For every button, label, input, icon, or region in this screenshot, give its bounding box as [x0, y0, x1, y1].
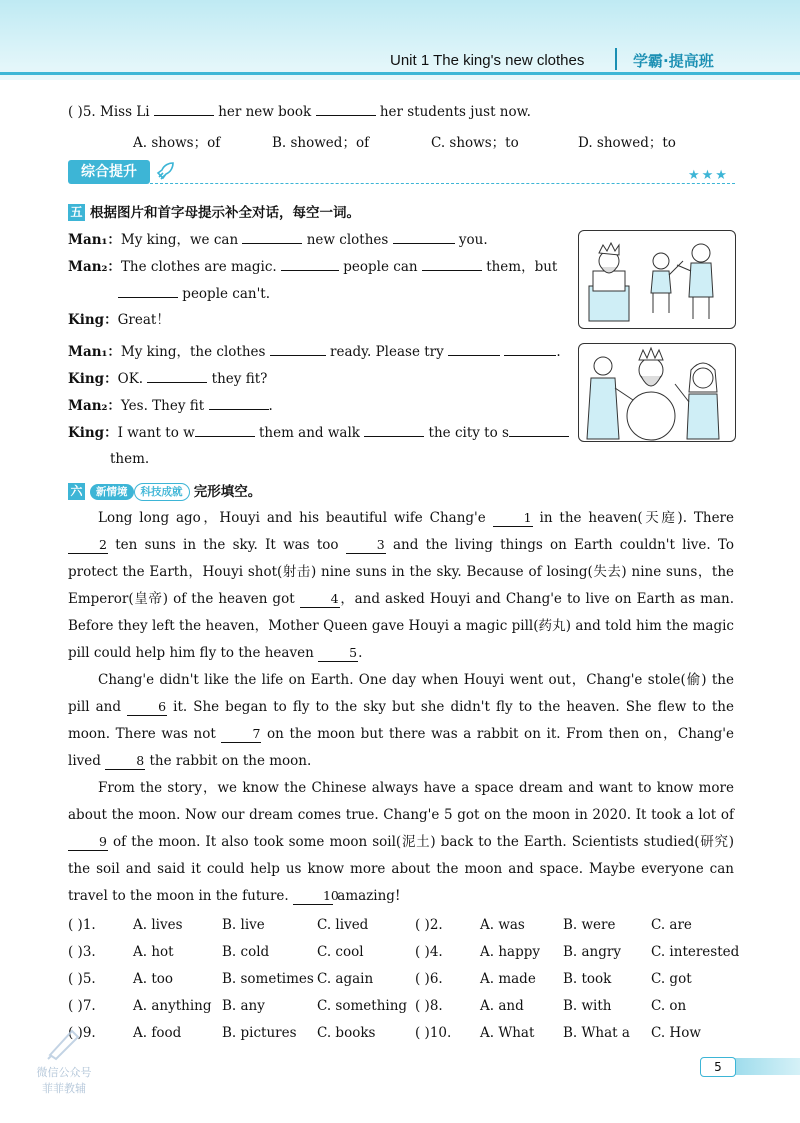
answer-blank[interactable]	[448, 341, 500, 356]
speaker-label: King：	[68, 371, 118, 387]
choice-option-a[interactable]: A. food	[133, 1025, 182, 1041]
q5-option-b[interactable]: B. showed；of	[272, 135, 370, 151]
choice-option-c[interactable]: C. cool	[317, 944, 364, 960]
section-banner: 综合提升	[68, 160, 150, 184]
passage-paragraph-1	[68, 505, 734, 667]
speaker-label: Man₁：	[68, 232, 121, 248]
dialogue-text: The clothes are magic.	[120, 259, 277, 275]
choice-option-b[interactable]: B. live	[222, 917, 265, 933]
q5-text-a: Miss Li	[100, 104, 150, 120]
choice-option-b[interactable]: B. What a	[563, 1025, 630, 1041]
choice-option-c[interactable]: C. again	[317, 971, 374, 987]
cloze-blank-3[interactable]: 3	[346, 537, 386, 554]
cloze-blank-8[interactable]: 8	[105, 753, 145, 770]
illustration-king-new-clothes	[578, 343, 736, 442]
dialogue-line-1	[68, 229, 488, 250]
passage-text: on the moon but there was a rabbit on it. From then on，Chang'e lived	[68, 726, 734, 769]
choice-option-a[interactable]: A. and	[480, 998, 524, 1014]
dialogue-text: people can	[343, 259, 418, 275]
answer-blank[interactable]	[422, 256, 482, 271]
part6-instruction: 完形填空。	[193, 484, 262, 500]
choice-number[interactable]: ( )10.	[415, 1025, 452, 1041]
passage-text: ten suns in the sky. It was too	[115, 537, 339, 553]
q5-option-c[interactable]: C. shows；to	[431, 135, 519, 151]
brand-logo	[615, 48, 800, 74]
answer-blank[interactable]	[509, 422, 569, 437]
passage-text: .	[358, 645, 363, 661]
choice-option-a[interactable]: A. hot	[133, 944, 174, 960]
choice-number[interactable]: ( )1.	[68, 917, 96, 933]
cloze-blank-7[interactable]: 7	[221, 726, 261, 743]
choice-option-a[interactable]: A. What	[480, 1025, 535, 1041]
q5-blank-1[interactable]	[154, 101, 214, 116]
dialogue-text: .	[268, 398, 273, 414]
new-context-tag: 新情境	[90, 484, 134, 500]
choice-option-a[interactable]: A. too	[133, 971, 174, 987]
dialogue-text: them，but	[486, 259, 558, 275]
part5-number: 五	[68, 204, 85, 221]
dialogue-line-5	[68, 341, 561, 362]
dialogue-text: .	[556, 344, 561, 360]
choice-option-b[interactable]: B. any	[222, 998, 265, 1014]
cloze-blank-9[interactable]: 9	[68, 834, 108, 851]
passage-text: amazing!	[337, 888, 401, 904]
dialogue-text: the city to s	[428, 425, 509, 441]
answer-blank[interactable]	[281, 256, 339, 271]
choice-option-c[interactable]: C. interested	[651, 944, 740, 960]
part5-heading	[68, 203, 360, 223]
dialogue-text: them and walk	[258, 425, 360, 441]
passage-text: of the moon. It also took some moon soil(泥土) back to the Earth. Scientists studied(研究) the soil and said it could help us know more about the moon and space. Maybe everyone can travel to the moon in the future.	[68, 834, 734, 904]
choice-option-c[interactable]: C. books	[317, 1025, 376, 1041]
dialogue-line-6	[68, 368, 267, 389]
q5-text-b: her new book	[218, 104, 312, 120]
passage-text: From the story，we know the Chinese always have a space dream and want to know more about the moon. Now our dream comes true. Chang'e 5 got on the moon in 2020. It took a lot of	[68, 780, 734, 823]
q5-option-a[interactable]: A. shows；of	[133, 135, 221, 151]
choice-option-b[interactable]: B. pictures	[222, 1025, 297, 1041]
dialogue-text: OK.	[117, 371, 144, 387]
cloze-blank-5[interactable]: 5	[318, 645, 358, 662]
cloze-blank-1[interactable]: 1	[493, 510, 533, 527]
speaker-label: Man₂：	[68, 259, 121, 275]
cloze-blank-2[interactable]: 2	[68, 537, 108, 554]
choice-option-c[interactable]: C. got	[651, 971, 692, 987]
watermark-line-2: 菲菲教辅	[42, 1082, 86, 1095]
dialogue-text: they fit?	[211, 371, 268, 387]
brand-text: 学霸·提高班	[633, 52, 714, 70]
section-divider	[150, 183, 735, 184]
answer-blank[interactable]	[393, 229, 455, 244]
passage-text: Long long ago，Houyi and his beautiful wife Chang'e	[98, 510, 486, 526]
choice-option-a[interactable]: A. lives	[133, 917, 183, 933]
page-number: 5	[700, 1057, 736, 1077]
watermark	[20, 1025, 108, 1105]
dialogue-text: people can't.	[182, 286, 271, 302]
choice-number[interactable]: ( )7.	[68, 998, 96, 1014]
watermark-line-1: 微信公众号	[36, 1066, 92, 1079]
speaker-label: Man₂：	[68, 398, 121, 414]
tech-achievement-tag: 科技成就	[134, 483, 190, 501]
passage-text: the rabbit on the moon.	[149, 753, 312, 769]
difficulty-stars: ★★★	[688, 168, 729, 183]
choice-option-c[interactable]: C. are	[651, 917, 692, 933]
dialogue-line-8	[68, 422, 569, 443]
passage-text: Chang'e didn't like the life on Earth. One day when Houyi went out，Chang'e stole(偷) the pill and	[68, 672, 734, 715]
choice-number[interactable]: ( )5.	[68, 971, 96, 987]
dialogue-text: ready. Please try	[330, 344, 444, 360]
choice-option-b[interactable]: B. cold	[222, 944, 270, 960]
dialogue-text: Yes. They fit	[120, 398, 205, 414]
passage-paragraph-2	[68, 667, 734, 775]
dialogue-text: Great！	[117, 312, 170, 328]
q5-text-c: her students just now.	[379, 104, 531, 120]
choice-option-a[interactable]: A. was	[480, 917, 525, 933]
choice-option-c[interactable]: C. lived	[317, 917, 369, 933]
q5-blank-2[interactable]	[316, 101, 376, 116]
dialogue-text: new clothes	[306, 232, 389, 248]
choice-option-c[interactable]: C. something	[317, 998, 408, 1014]
choice-option-b[interactable]: B. angry	[563, 944, 621, 960]
choice-option-c[interactable]: C. on	[651, 998, 687, 1014]
choice-number[interactable]: ( )9.	[68, 1025, 96, 1041]
choice-option-a[interactable]: A. anything	[133, 998, 212, 1014]
page-band	[734, 1058, 800, 1075]
choice-option-b[interactable]: B. took	[563, 971, 612, 987]
cloze-blank-4[interactable]: 4	[300, 591, 340, 608]
speaker-label: King：	[68, 312, 118, 328]
lamp-icon	[615, 48, 627, 70]
choice-option-a[interactable]: A. happy	[480, 944, 540, 960]
speaker-label: Man₁：	[68, 344, 121, 360]
pen-icon	[44, 1025, 84, 1061]
answer-blank[interactable]	[364, 422, 424, 437]
choice-number[interactable]: ( )3.	[68, 944, 96, 960]
q5-option-d[interactable]: D. showed；to	[578, 135, 676, 151]
part5-instruction: 根据图片和首字母提示补全对话，每空一词。	[90, 205, 360, 221]
choice-option-b[interactable]: B. with	[563, 998, 612, 1014]
dialogue-line-9: them.	[110, 451, 150, 467]
choice-option-b[interactable]: B. sometimes	[222, 971, 314, 987]
dialogue-line-3	[118, 283, 270, 304]
dialogue-line-7	[68, 395, 273, 416]
answer-blank[interactable]	[270, 341, 326, 356]
passage-paragraph-3	[68, 775, 734, 910]
illustration-king-throne	[578, 230, 736, 329]
unit-title: Unit 1 The king's new clothes	[390, 52, 585, 69]
answer-blank[interactable]	[504, 341, 556, 356]
speaker-label: King：	[68, 425, 118, 441]
cloze-blank-6[interactable]: 6	[127, 699, 167, 716]
answer-blank[interactable]	[209, 395, 269, 410]
dialogue-line-2	[68, 256, 557, 277]
part6-number: 六	[68, 483, 85, 500]
passage-text: it. She began to fly to the sky but she didn't fly to the heaven. She flew to the moon. There was not	[68, 699, 734, 742]
dialogue-line-4	[68, 310, 170, 330]
choice-option-a[interactable]: A. made	[480, 971, 536, 987]
dialogue-text: My king，the clothes	[120, 344, 266, 360]
answer-blank[interactable]	[118, 283, 178, 298]
cloze-blank-10[interactable]: 10	[293, 888, 333, 905]
choice-number[interactable]: ( )4.	[415, 944, 443, 960]
dialogue-text: My king，we can	[120, 232, 239, 248]
passage-text: ，and asked Houyi and Chang'e to live on Earth as man. Before they left the heaven，Mother Queen gave Houyi a magic pill(药丸) and told him the magic pill could help him fly to the heaven	[68, 591, 734, 661]
dialogue-text: you.	[458, 232, 488, 248]
q5-paren[interactable]: ( )5.	[68, 104, 96, 120]
choice-number[interactable]: ( )6.	[415, 971, 443, 987]
passage-text: in the heaven(天庭). There	[539, 510, 734, 526]
choice-number[interactable]: ( )8.	[415, 998, 443, 1014]
choice-option-b[interactable]: B. were	[563, 917, 616, 933]
answer-blank[interactable]	[242, 229, 302, 244]
q5-stem	[68, 101, 531, 122]
choice-number[interactable]: ( )2.	[415, 917, 443, 933]
answer-blank[interactable]	[195, 422, 255, 437]
dialogue-text: I want to w	[117, 425, 195, 441]
choice-option-c[interactable]: C. How	[651, 1025, 701, 1041]
passage-text: and the living things on Earth couldn't live. To protect the Earth，Houyi shot(射击) nine suns in the sky. Because of losing(失去) nine suns，the Emperor(皇帝) of the heaven got	[68, 537, 735, 607]
part6-heading	[68, 482, 261, 502]
answer-blank[interactable]	[147, 368, 207, 383]
